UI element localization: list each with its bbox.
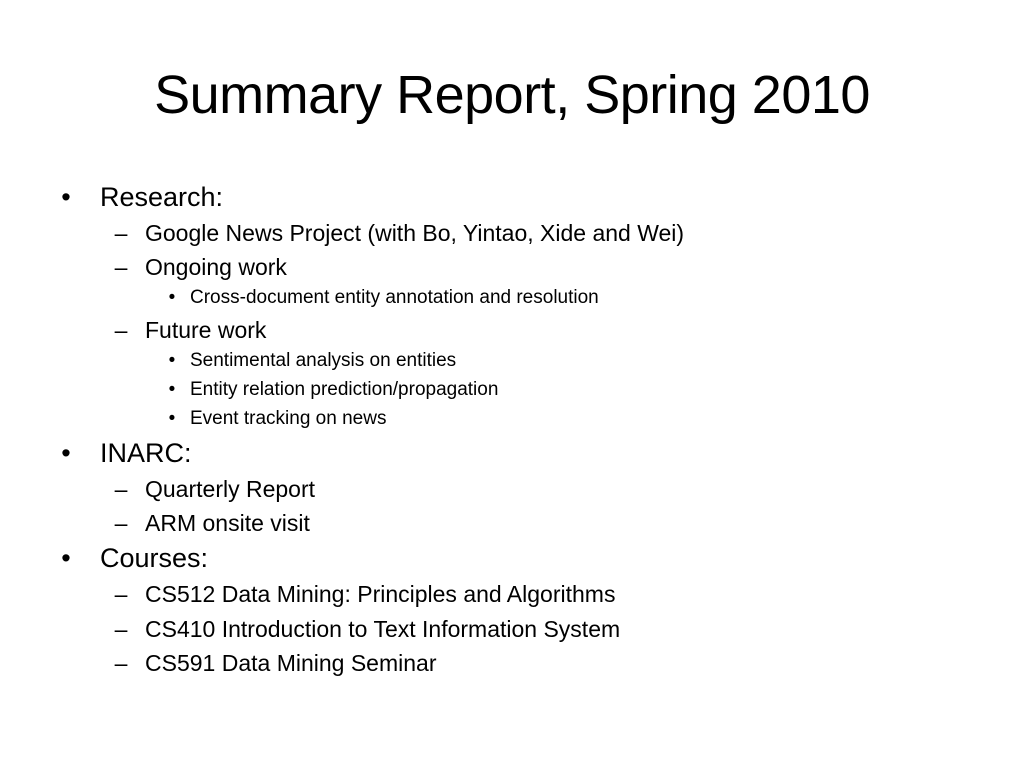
section-heading-label: INARC: <box>100 438 192 468</box>
section-heading-label: Courses: <box>100 543 209 573</box>
list-item-label: CS591 Data Mining Seminar <box>145 650 437 676</box>
bullet-dash-icon: – <box>114 510 128 536</box>
list-item <box>114 475 316 503</box>
bullet-dash-icon: – <box>114 254 128 280</box>
bullet-dash-icon: – <box>114 317 128 343</box>
list-item <box>114 316 267 344</box>
list-item-label: ARM onsite visit <box>145 510 310 536</box>
bullet-disc-icon: • <box>61 182 71 212</box>
sub-list-item-label: Cross-document entity annotation and resolution <box>190 287 599 308</box>
section-heading-research <box>61 181 224 213</box>
sub-list-item-label: Event tracking on news <box>190 408 387 429</box>
sub-list-item <box>168 407 387 431</box>
list-item-label: CS512 Data Mining: Principles and Algorithms <box>145 581 616 607</box>
bullet-disc-icon: • <box>168 350 176 371</box>
bullet-dash-icon: – <box>114 616 128 642</box>
list-item <box>114 649 437 677</box>
list-item-label: Ongoing work <box>145 254 287 280</box>
bullet-disc-icon: • <box>61 543 71 573</box>
bullet-dash-icon: – <box>114 476 128 502</box>
bullet-disc-icon: • <box>168 379 176 400</box>
bullet-disc-icon: • <box>168 287 176 308</box>
bullet-disc-icon: • <box>61 438 71 468</box>
sub-list-item-label: Entity relation prediction/propagation <box>190 379 499 400</box>
list-item-label: Quarterly Report <box>145 476 316 502</box>
sub-list-item <box>168 286 599 310</box>
list-item <box>114 219 685 247</box>
section-heading-courses <box>61 542 209 574</box>
section-heading-inarc <box>61 437 192 469</box>
sub-list-item <box>168 349 457 373</box>
section-heading-label: Research: <box>100 182 224 212</box>
bullet-dash-icon: – <box>114 650 128 676</box>
bullet-dash-icon: – <box>114 581 128 607</box>
list-item-label: CS410 Introduction to Text Information System <box>145 616 621 642</box>
list-item-label: Google News Project (with Bo, Yintao, Xide and Wei) <box>145 220 685 246</box>
list-item <box>114 253 287 281</box>
list-item-label: Future work <box>145 317 267 343</box>
sub-list-item-label: Sentimental analysis on entities <box>190 350 457 371</box>
list-item <box>114 615 621 643</box>
list-item <box>114 580 616 608</box>
sub-list-item <box>168 378 499 402</box>
bullet-dash-icon: – <box>114 220 128 246</box>
slide-title: Summary Report, Spring 2010 <box>154 65 870 125</box>
bullet-disc-icon: • <box>168 408 176 429</box>
list-item <box>114 509 310 537</box>
